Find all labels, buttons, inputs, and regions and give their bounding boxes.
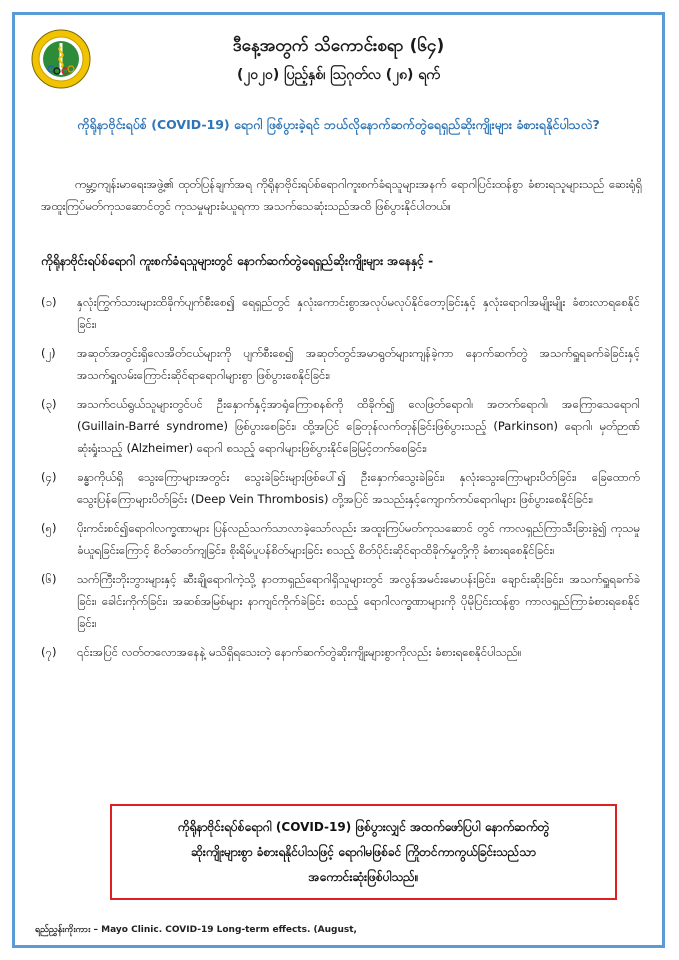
item-number: (၂) (41, 346, 56, 360)
prevention-callout-box (110, 804, 617, 900)
list-item (41, 466, 640, 510)
item-text: သက်ကြီးဘိုးဘွားများနှင့် ဆီးချိုရောဂါကဲ့သို့ နာတာရှည်ရောဂါရှိသူများတွင် အလွန်အမင်းမောပန်းခြင်း၊ ချောင်းဆိုးခြင်း၊ အသက်ရှူရခက်ခဲခြင်း၊ ခေါင်းကိုက်ခြင်း၊ အဆစ်အမြစ်များ နာကျင်ကိုက်ခဲခြင်း စသည့် ရောဂါလက္ခဏာများကို ပိုမိုပြင်းထန်စွာ ကာလရှည်ကြာခံစားရစေနိုင်ခြင်း၊ (77, 572, 640, 630)
item-number: (၄) (41, 470, 57, 484)
effects-list (41, 291, 640, 670)
date-line: (၂၀၂၀) ပြည့်နှစ်၊ ဩဂုတ်လ (၂၈) ရက် (236, 67, 441, 83)
item-text: ပိုးကင်းစင်၍ရောဂါလက္ခဏာများ ပြန်လည်သက်သာလာခဲ့သော်လည်း အထူးကြပ်မတ်ကုသဆောင် တွင် ကာလရှည်ကြာသီးခြားခွဲ၍ ကုသမှုခံယူရခြင်းကြောင့် စိတ်ဓာတ်ကျခြင်း၊ စိုးရိမ်ပူပန်စိတ်များခြင်း စသည့် စိတ်ပိုင်းဆိုင်ရာထိခိုက်မှုတို့ကို ခံစားရစေနိုင်ခြင်း၊ (77, 521, 640, 557)
item-text: ခန္ဓာကိုယ်ရှိ သွေးကြောများအတွင်း သွေးခဲခြင်းများဖြစ်ပေါ်၍ ဦးနှောက်သွေးခဲခြင်း၊ နှလုံးသွေးကြောများပိတ်ခြင်း၊ ခြေထောက်သွေးပြန်ကြောများပိတ်ခြင်း (Deep Vein Thrombosis) တို့အပြင် အသည်းနှင့်ကျောက်ကပ်ရောဂါများ ဖြစ်ပွားစေနိုင်ခြင်း၊ (77, 470, 640, 506)
list-item (41, 641, 640, 663)
item-text: အသက်ငယ်ရွယ်သူများတွင်ပင် ဦးနှောက်နှင့်အာရုံကြောစနစ်ကို ထိခိုက်၍ လေဖြတ်ရောဂါ၊ အတက်ရောဂါ၊ အကြောသေရောဂါ (Guillain-Barré syndrome) ဖြစ်ပွားစေခြင်း၊ ထို့အပြင် ခြေတုန်လက်တုန်ခြင်းဖြစ်ပွားသည့် (Parkinson) ရောဂါ၊ မှတ်ဉာဏ်ဆုံးရှုံးသည့် (Alzheimer) ရောဂါ စသည့် ရောဂါများဖြစ်ပွားနိုင်ခြေမြင့်တက်စေခြင်း၊ (77, 397, 640, 455)
item-number: (၇) (41, 645, 57, 659)
item-number: (၁) (41, 295, 57, 309)
effects-subheading: ကိုရိုနာဗိုင်းရပ်စ်ရောဂါ ကူးစက်ခံရသူများတွင် နောက်ဆက်တွဲရေရှည်ဆိုးကျိုးများ အနေနှင့် - (41, 254, 434, 268)
item-number: (၃) (41, 397, 57, 411)
question-heading: ကိုရိုနာဗိုင်းရပ်စ် (COVID-19) ရောဂါ ဖြစ်ပွားခဲ့ရင် ဘယ်လိုနောက်ဆက်တွဲရေရှည်ဆိုးကျိုးများ ခံစားရနိုင်ပါသလဲ? (77, 117, 600, 132)
callout-line: ကိုရိုနာဗိုင်းရပ်စ်ရောဂါ (COVID-19) ဖြစ်ပွားလျှင် အထက်ဖော်ပြပါ နောက်ဆက်တွဲ (177, 819, 550, 834)
callout-line: အကောင်းဆုံးဖြစ်ပါသည်။ (308, 869, 419, 884)
item-text: ၎င်းအပြင် လတ်တလောအနေနဲ့ မသိရှိရသေးတဲ့ နောက်ဆက်တွဲဆိုးကျိုးများစွာကိုလည်း ခံစားရစေနိုင်ပါသည်။ (77, 645, 522, 659)
intro-paragraph: ကမ္ဘာ့ကျန်းမာရေးအဖွဲ့၏ ထုတ်ပြန်ချက်အရ ကိုရိုနာဗိုင်းရပ်စ်ရောဂါကူးစက်ခံရသူများအနက် ရောဂါပြင်းထန်စွာ ခံစားရသူများသည် ဆေးရုံရှိ အထူးကြပ်မတ်ကုသဆောင်တွင် ကုသမှုများခံယူရကာ အသက်သေဆုံးသည်အထိ ဖြစ်ပွားနိုင်ပါတယ်။ (41, 177, 642, 213)
list-item (41, 342, 640, 386)
item-text: အဆုတ်အတွင်းရှိလေအိတ်ငယ်များကို ပျက်စီးစေ၍ အဆုတ်တွင်အမာရွတ်များကျန်ခဲ့ကာ နောက်ဆက်တွဲ အသက်ရှူရခက်ခဲခြင်းနှင့် အသက်ရှူလမ်းကြောင်းဆိုင်ရာရောဂါများစွာ ဖြစ်ပွားစေနိုင်ခြင်း၊ (77, 346, 640, 382)
page-title: ဒီနေ့အတွက် သိကောင်းစရာ (၆၄) (232, 36, 445, 56)
list-item (41, 517, 640, 561)
callout-line: ဆိုးကျိုးများစွာ ခံစားရနိုင်ပါသဖြင့် ရောဂါမဖြစ်ခင် ကြိုတင်ကာကွယ်ခြင်းသည်သာ (191, 844, 536, 859)
item-number: (၅) (41, 521, 57, 535)
reference-footnote: ရည်ညွှန်းကိုးကား – Mayo Clinic. COVID-19 Long-term effects. (August, (35, 925, 357, 935)
page-frame (12, 12, 665, 948)
item-text: နှလုံးကြွက်သားများထိခိုက်ပျက်စီးစေ၍ ရေရှည်တွင် နှလုံးကောင်းစွာအလုပ်မလုပ်နိုင်တော့ခြင်းနှင့် နှလုံးရောဂါအမျိုးမျိုး ခံစားလာရစေနိုင်ခြင်း၊ (77, 295, 640, 331)
list-item (41, 291, 640, 335)
item-number: (၆) (41, 572, 57, 586)
list-item (41, 568, 640, 634)
list-item (41, 393, 640, 459)
